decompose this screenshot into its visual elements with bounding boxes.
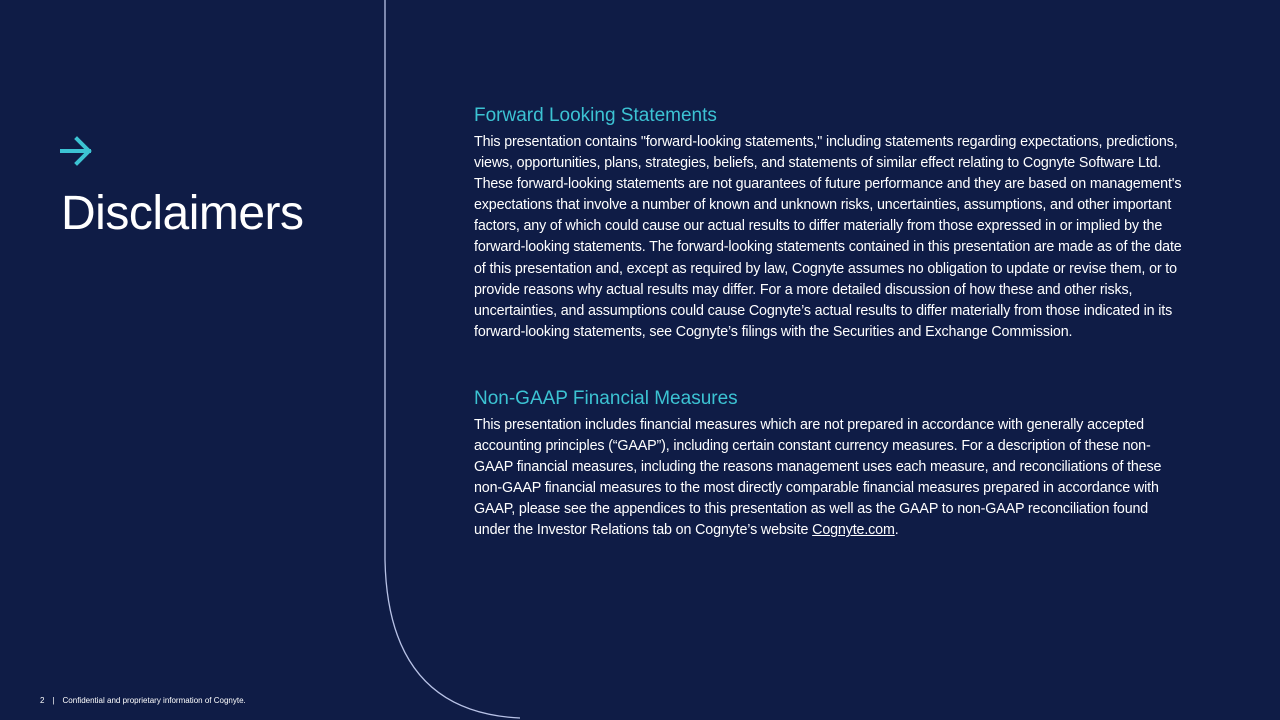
footer-separator: |	[52, 696, 55, 705]
page-number: 2	[40, 696, 45, 705]
slide-title: Disclaimers	[61, 187, 304, 240]
footer	[40, 696, 246, 706]
right-arrow-icon	[59, 134, 95, 168]
non-gaap-body-paragraph	[474, 415, 1184, 542]
non-gaap-body: This presentation includes financial measures which are not prepared in accordance with generally accepted accounting principles (“GAAP”), including certain constant currency measures. For a description of these non-GAAP financial measures, including the reasons management uses each measure, and reconciliations of these non-GAAP financial measures to the most directly comparable financial measures prepared in accordance with GAAP, please see the appendices to this presentation as well as the GAAP to non-GAAP reconciliation found under the Investor Relations tab on Cognyte’s website	[474, 416, 1162, 539]
forward-looking-heading: Forward Looking Statements	[474, 105, 717, 126]
forward-looking-section	[474, 102, 1184, 343]
confidentiality-notice: Confidential and proprietary information of Cognyte.	[62, 696, 246, 705]
disclaimer-content	[474, 102, 1184, 542]
cognyte-website-link[interactable]: Cognyte.com	[812, 522, 895, 539]
non-gaap-body-end: .	[894, 522, 899, 539]
non-gaap-section	[474, 385, 1184, 542]
forward-looking-body: This presentation contains "forward-looking statements," including statements regarding expectations, predictions, views, opportunities, plans, strategies, beliefs, and statements of similar effect relating to Cognyte Software Ltd. These forward-looking statements are not guarantees of future performance and they are based on management's expectations that involve a number of known and unknown risks, uncertainties, assumptions, and other important factors, any of which could cause our actual results to differ materially from those expressed in or implied by the forward-looking statements. The forward-looking statements contained in this presentation are made as of the date of this presentation and, except as required by law, Cognyte assumes no obligation to update or revise them, or to provide reasons why actual results may differ. For a more detailed discussion of how these and other risks, uncertainties, and assumptions could cause Cognyte’s actual results to differ materially from those indicated in its forward-looking statements, see Cognyte’s filings with the Securities and Exchange Commission.	[474, 134, 1182, 340]
non-gaap-heading: Non-GAAP Financial Measures	[474, 387, 738, 409]
